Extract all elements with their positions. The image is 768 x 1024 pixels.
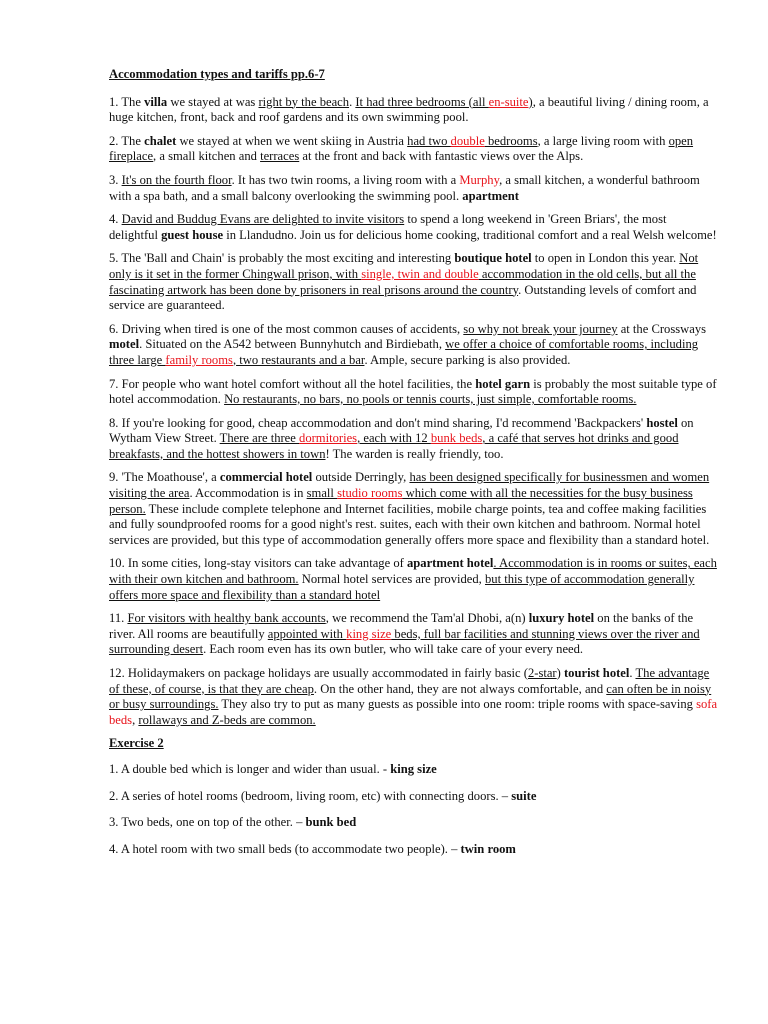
- text-run: we stayed at was: [167, 94, 259, 109]
- text-run: 9. 'The Moathouse', a: [109, 470, 220, 485]
- text-run: open fireplace: [109, 133, 694, 164]
- text-run: but this type of accommodation generally offers more space and flexibility than a standard hotel: [109, 572, 695, 602]
- exercise-list: [109, 762, 718, 857]
- paragraph: [109, 611, 718, 658]
- paragraph: [109, 416, 718, 463]
- text-run: in Llandudno. Join us for delicious home cooking, traditional comfort and a real Welsh welcome!: [223, 227, 717, 242]
- text-run: Not only is it set in the former Chingwall prison, with: [109, 251, 699, 281]
- text-run: ! The warden is really friendly, too.: [325, 446, 504, 461]
- paragraph: [109, 173, 718, 204]
- text-run: dormitories: [299, 431, 358, 446]
- text-run: luxury hotel: [528, 611, 595, 626]
- text-run: at the Crossways: [617, 321, 707, 336]
- text-run: 3.: [109, 172, 122, 187]
- exercise-answer: king size: [390, 761, 437, 776]
- text-run: 6. Driving when tired is one of the most common causes of accidents,: [109, 321, 464, 336]
- paragraph: [109, 666, 718, 728]
- text-run: outside Derringly,: [312, 470, 410, 485]
- text-run: at the front and back with fantastic views over the Alps.: [299, 149, 584, 164]
- text-run: family rooms: [165, 352, 233, 367]
- text-run: is probably the most suitable type of hotel accommodation.: [109, 376, 717, 407]
- exercise-question: 2. A series of hotel rooms (bedroom, living room, etc) with connecting doors. –: [109, 788, 512, 803]
- exercise-answer: twin room: [460, 841, 516, 856]
- text-run: No restaurants, no bars, no pools or tennis courts, just simple, comfortable rooms.: [224, 392, 637, 407]
- text-run: on Wytham View Street.: [109, 415, 694, 446]
- text-run: we stayed at when we went skiing in Austria: [176, 133, 408, 148]
- text-run: chalet: [144, 133, 177, 148]
- text-run: studio rooms: [337, 486, 403, 501]
- text-run: ): [528, 94, 533, 109]
- text-run: tourist hotel: [563, 666, 630, 680]
- paragraph: [109, 251, 718, 313]
- paragraph: [109, 377, 718, 408]
- text-run: . It has two twin rooms, a living room with a: [231, 172, 460, 187]
- text-run: hostel: [646, 415, 678, 430]
- exercise-item: [109, 815, 718, 831]
- paragraph: [109, 470, 718, 548]
- text-run: hotel garn: [475, 376, 531, 391]
- text-run: 7. For people who want hotel comfort without all the hotel facilities, the: [109, 376, 476, 391]
- text-run: There are three: [219, 431, 300, 446]
- text-run: villa: [144, 94, 168, 109]
- text-run: The advantage of these, of course, is that they are cheap: [109, 666, 710, 696]
- text-run: , we recommend the Tam'al Dhobi, a(n): [325, 611, 529, 626]
- text-run: , each with 12: [357, 431, 431, 446]
- exercise-question: 3. Two beds, one on top of the other. –: [109, 815, 306, 830]
- text-run: They also try to put as many guests as possible into one room: triple rooms with space-saving: [218, 697, 697, 712]
- text-run: 12. Holidaymakers on package holidays are usually accommodated in fairly basic (: [109, 666, 528, 680]
- text-run: single, twin and double: [361, 266, 479, 281]
- text-run: 2. The: [109, 133, 145, 148]
- text-run: , a small kitchen and: [153, 149, 261, 164]
- text-run: apartment hotel: [406, 556, 494, 571]
- text-run: to spend a long weekend in 'Green Briars', the most delightful: [109, 212, 667, 242]
- text-run: which come with all the necessities for the busy business person.: [109, 486, 693, 516]
- text-run: beds, full bar facilities and stunning views over the river and surrounding desert: [109, 626, 700, 657]
- text-run: Murphy: [459, 172, 500, 187]
- text-run: bunk beds: [430, 431, 483, 446]
- text-run: 4.: [109, 212, 122, 227]
- text-run: 1. The: [109, 94, 145, 109]
- text-run: .: [349, 94, 356, 109]
- document-title: Accommodation types and tariffs pp.6-7: [109, 67, 325, 81]
- text-run: 8. If you're looking for good, cheap accommodation and don't mind sharing, I'd recommend 'Backpackers': [109, 415, 647, 430]
- paragraph: [109, 322, 718, 369]
- text-run: bedrooms: [484, 133, 538, 148]
- text-run: motel: [109, 337, 140, 352]
- text-run: These include complete telephone and Internet facilities, mobile charge points, tea and coffee making facilities and fully soundproofed rooms for a good night's rest. suites, each with their own kitchen and bathroom. Normal hotel services are provided, but this type of accommodation generally offers more space and flexibility than a standard hotel.: [109, 501, 710, 547]
- text-run: . On the other hand, they are not always comfortable, and: [313, 681, 607, 696]
- exercise-question: 1. A double bed which is longer and wider than usual. -: [109, 761, 391, 776]
- text-run: , a large living room with: [537, 133, 669, 148]
- text-run: to open in London this year.: [531, 251, 680, 266]
- exercise-item: [109, 789, 718, 805]
- text-run: guest house: [161, 227, 224, 242]
- text-run: terraces: [260, 149, 300, 164]
- text-run: right by the beach: [258, 94, 350, 109]
- paragraph: [109, 556, 718, 603]
- text-run: accommodation in the old cells, but all the fascinating artwork has been done by prisoners in real prisons around the country: [109, 266, 696, 297]
- text-run: has been designed specifically for businessmen and women visiting the area: [109, 470, 710, 501]
- text-run: It had three bedrooms (all: [355, 94, 489, 109]
- text-run: . Ample, secure parking is also provided.: [364, 352, 571, 367]
- exercise-item: [109, 842, 718, 858]
- text-run: . Each room even has its own butler, who will take care of your every need.: [203, 642, 584, 657]
- text-run: so why not break your journey: [463, 321, 618, 336]
- text-run: , a small kitchen, a wonderful bathroom with a spa bath, and a small balcony overlooking the swimming pool.: [109, 172, 700, 203]
- text-run: we offer a choice of comfortable rooms, including three large: [109, 337, 699, 367]
- exercise-answer: bunk bed: [305, 815, 357, 830]
- text-run: can often be in noisy or busy surroundings.: [109, 681, 712, 712]
- text-run: Normal hotel services are provided,: [298, 572, 485, 587]
- text-run: . Situated on the A542 between Bunnyhutch and Birdiebath,: [139, 337, 446, 352]
- text-run: 2-star: [527, 666, 557, 680]
- exercise-item: [109, 762, 718, 778]
- paragraph-list: [109, 95, 718, 729]
- paragraph: [109, 95, 718, 126]
- text-run: . Outstanding levels of comfort and service are guaranteed.: [109, 282, 697, 313]
- text-run: David and Buddug Evans are delighted to invite visitors: [121, 212, 405, 227]
- exercise-answer: suite: [511, 788, 537, 803]
- exercise-title: Exercise 2: [109, 736, 164, 751]
- text-run: It's on the fourth floor: [121, 172, 232, 187]
- text-run: ): [556, 666, 564, 680]
- text-run: . Accommodation is in: [189, 486, 307, 501]
- paragraph: [109, 212, 718, 243]
- text-run: 11.: [109, 611, 128, 626]
- text-run: rollaways and Z-beds are common.: [138, 712, 316, 727]
- text-run: ,: [132, 712, 139, 727]
- text-run: double: [450, 133, 485, 148]
- text-run: . Accommodation is in rooms or suites, each with their own kitchen and bathroom.: [109, 556, 717, 587]
- text-run: 10. In some cities, long-stay visitors can take advantage of: [109, 556, 407, 571]
- text-run: on the banks of the river. All rooms are beautifully: [109, 611, 694, 641]
- text-run: ,: [232, 352, 237, 367]
- paragraph: [109, 134, 718, 165]
- text-run: 5. The 'Ball and Chain' is probably the most exciting and interesting: [109, 251, 455, 266]
- text-run: For visitors with healthy bank accounts: [127, 611, 326, 626]
- text-run: , a beautiful living / dining room, a huge kitchen, front, back and roof gardens and its own swimming pool.: [109, 94, 709, 125]
- text-run: appointed with: [267, 626, 347, 641]
- text-run: sofa beds: [109, 697, 718, 727]
- exercise-question: 4. A hotel room with two small beds (to accommodate two people). –: [109, 841, 461, 856]
- text-run: , a café that serves hot drinks and good breakfasts, and the hottest showers in town: [109, 431, 679, 461]
- text-run: two restaurants and a bar: [236, 352, 365, 367]
- text-run: had two: [407, 133, 451, 148]
- text-run: apartment: [462, 188, 519, 203]
- text-run: king size: [346, 626, 392, 641]
- text-run: .: [629, 666, 636, 680]
- text-run: boutique hotel: [454, 251, 532, 266]
- text-run: commercial hotel: [219, 470, 313, 485]
- text-run: small: [306, 486, 338, 501]
- text-run: en-suite: [488, 94, 529, 109]
